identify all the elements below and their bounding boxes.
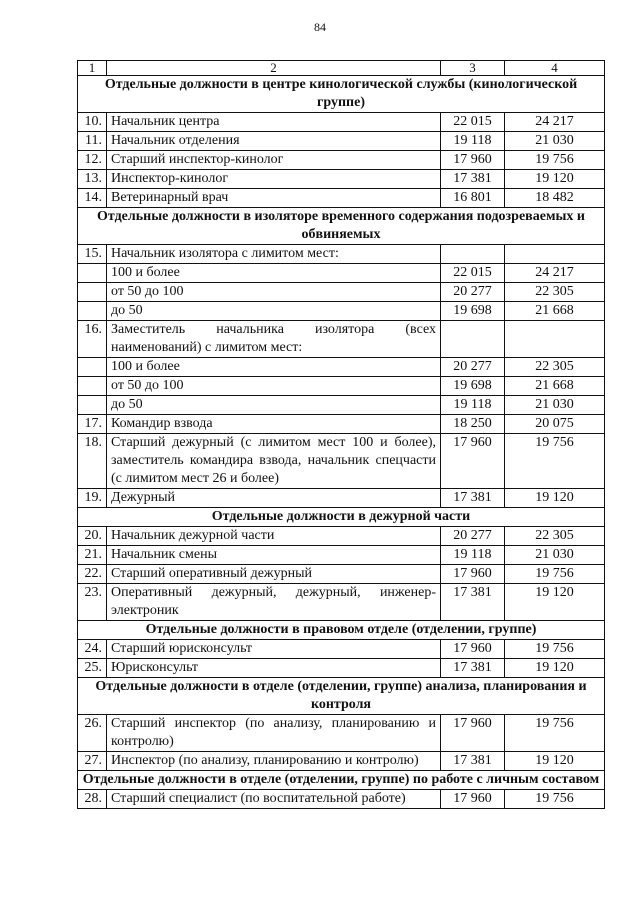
position-name: Начальник смены	[107, 546, 441, 565]
salary-value-1: 20 277	[441, 358, 505, 377]
row-number: 13.	[78, 170, 107, 189]
row-number: 22.	[78, 565, 107, 584]
table-row	[78, 640, 605, 659]
position-name: Начальник изолятора с лимитом мест:	[107, 245, 441, 264]
salary-value-2: 21 668	[505, 302, 605, 321]
salary-value-1: 17 960	[441, 434, 505, 489]
row-number	[78, 396, 107, 415]
position-name: Инспектор (по анализу, планированию и контролю)	[107, 752, 441, 771]
sub-row	[78, 396, 605, 415]
salary-value-1: 17 960	[441, 640, 505, 659]
salary-value-2: 19 756	[505, 151, 605, 170]
row-number: 12.	[78, 151, 107, 170]
section-title: Отдельные должности в отделе (отделении, группе) анализа, планирования и контроля	[78, 678, 605, 715]
salary-value-1: 17 960	[441, 715, 505, 752]
position-name: Ветеринарный врач	[107, 189, 441, 208]
table-row	[78, 715, 605, 752]
salary-value-1: 22 015	[441, 264, 505, 283]
position-name: Начальник центра	[107, 113, 441, 132]
row-number: 27.	[78, 752, 107, 771]
table-row	[78, 584, 605, 621]
row-number: 26.	[78, 715, 107, 752]
table-row	[78, 170, 605, 189]
row-number: 20.	[78, 527, 107, 546]
salary-value-2: 19 120	[505, 170, 605, 189]
row-number: 16.	[78, 321, 107, 358]
row-number: 11.	[78, 132, 107, 151]
row-number	[78, 377, 107, 396]
salary-value-1: 17 960	[441, 565, 505, 584]
sub-row	[78, 377, 605, 396]
salary-value-2: 21 030	[505, 396, 605, 415]
row-number: 21.	[78, 546, 107, 565]
salary-value-1: 20 277	[441, 527, 505, 546]
table-header-row	[78, 61, 605, 76]
row-number	[78, 283, 107, 302]
table-row	[78, 565, 605, 584]
position-name: Старший специалист (по воспитательной работе)	[107, 790, 441, 809]
row-number: 23.	[78, 584, 107, 621]
table-row	[78, 659, 605, 678]
salary-value-1: 19 118	[441, 396, 505, 415]
position-name: Дежурный	[107, 489, 441, 508]
sub-row	[78, 358, 605, 377]
salary-value-1: 16 801	[441, 189, 505, 208]
position-name: Юрисконсульт	[107, 659, 441, 678]
salary-value-1: 17 960	[441, 790, 505, 809]
salary-value-1: 17 381	[441, 659, 505, 678]
salary-value-2: 21 668	[505, 377, 605, 396]
salary-value-2: 22 305	[505, 527, 605, 546]
table-row	[78, 321, 605, 358]
sub-row	[78, 302, 605, 321]
salary-value-1: 17 381	[441, 752, 505, 771]
section-title: Отдельные должности в дежурной части	[78, 508, 605, 527]
salary-value-2: 19 120	[505, 659, 605, 678]
salary-value-2: 19 756	[505, 790, 605, 809]
table-row	[78, 151, 605, 170]
position-name: до 50	[107, 396, 441, 415]
section-header-row	[78, 621, 605, 640]
row-number: 15.	[78, 245, 107, 264]
salary-value-2: 24 217	[505, 113, 605, 132]
section-title: Отдельные должности в центре кинологической службы (кинологической группе)	[78, 76, 605, 113]
sub-row	[78, 283, 605, 302]
position-name: Начальник отделения	[107, 132, 441, 151]
salary-value-2: 24 217	[505, 264, 605, 283]
table-row	[78, 245, 605, 264]
position-name: от 50 до 100	[107, 377, 441, 396]
table-row	[78, 189, 605, 208]
position-name: Оперативный дежурный, дежурный, инженер-электроник	[107, 584, 441, 621]
row-number: 19.	[78, 489, 107, 508]
position-name: Старший юрисконсульт	[107, 640, 441, 659]
salary-value-2: 19 120	[505, 489, 605, 508]
salary-value-1: 17 960	[441, 151, 505, 170]
position-name: от 50 до 100	[107, 283, 441, 302]
table-row	[78, 752, 605, 771]
section-header-row	[78, 208, 605, 245]
row-number: 28.	[78, 790, 107, 809]
position-name: Старший инспектор (по анализу, планированию и контролю)	[107, 715, 441, 752]
salary-value-2: 22 305	[505, 358, 605, 377]
row-number	[78, 302, 107, 321]
row-number: 14.	[78, 189, 107, 208]
row-number	[78, 358, 107, 377]
salary-table	[77, 60, 605, 809]
position-name: до 50	[107, 302, 441, 321]
salary-table-body	[78, 61, 605, 809]
section-title: Отдельные должности в изоляторе временного содержания подозреваемых и обвиняемых	[78, 208, 605, 245]
salary-value-2: 18 482	[505, 189, 605, 208]
column-header-1: 1	[78, 61, 107, 76]
position-name: 100 и более	[107, 264, 441, 283]
column-header-3: 3	[441, 61, 505, 76]
salary-value-2	[505, 245, 605, 264]
row-number: 10.	[78, 113, 107, 132]
position-name: Старший дежурный (с лимитом мест 100 и более), заместитель командира взвода, начальник спецчасти (с лимитом мест 26 и более)	[107, 434, 441, 489]
section-header-row	[78, 508, 605, 527]
row-number: 18.	[78, 434, 107, 489]
table-row	[78, 489, 605, 508]
position-name: Старший инспектор-кинолог	[107, 151, 441, 170]
salary-value-1: 17 381	[441, 584, 505, 621]
page-number: 84	[314, 20, 326, 34]
salary-value-1: 17 381	[441, 489, 505, 508]
salary-value-2: 19 120	[505, 752, 605, 771]
table-row	[78, 527, 605, 546]
table-row	[78, 546, 605, 565]
position-name: Начальник дежурной части	[107, 527, 441, 546]
salary-value-2: 20 075	[505, 415, 605, 434]
salary-value-1: 19 698	[441, 302, 505, 321]
salary-value-1: 22 015	[441, 113, 505, 132]
position-name: Командир взвода	[107, 415, 441, 434]
table-row	[78, 415, 605, 434]
position-name: 100 и более	[107, 358, 441, 377]
salary-value-1: 18 250	[441, 415, 505, 434]
salary-value-1	[441, 245, 505, 264]
salary-value-2: 21 030	[505, 546, 605, 565]
column-header-4: 4	[505, 61, 605, 76]
sub-row	[78, 264, 605, 283]
salary-value-1: 19 118	[441, 132, 505, 151]
salary-value-2: 19 756	[505, 434, 605, 489]
section-header-row	[78, 771, 605, 790]
position-name: Старший оперативный дежурный	[107, 565, 441, 584]
salary-value-2	[505, 321, 605, 358]
position-name: Заместитель начальника изолятора (всех наименований) с лимитом мест:	[107, 321, 441, 358]
salary-value-1: 19 698	[441, 377, 505, 396]
table-row	[78, 113, 605, 132]
position-name: Инспектор-кинолог	[107, 170, 441, 189]
row-number: 24.	[78, 640, 107, 659]
salary-value-2: 22 305	[505, 283, 605, 302]
salary-value-2: 19 756	[505, 640, 605, 659]
table-row	[78, 132, 605, 151]
salary-value-2: 19 756	[505, 715, 605, 752]
salary-value-2: 19 120	[505, 584, 605, 621]
table-row	[78, 790, 605, 809]
salary-value-1	[441, 321, 505, 358]
salary-value-2: 21 030	[505, 132, 605, 151]
section-title: Отдельные должности в отделе (отделении, группе) по работе с личным составом	[78, 771, 605, 790]
row-number: 25.	[78, 659, 107, 678]
section-header-row	[78, 76, 605, 113]
row-number	[78, 264, 107, 283]
salary-value-1: 19 118	[441, 546, 505, 565]
section-title: Отдельные должности в правовом отделе (отделении, группе)	[78, 621, 605, 640]
table-row	[78, 434, 605, 489]
salary-value-1: 17 381	[441, 170, 505, 189]
column-header-2: 2	[107, 61, 441, 76]
salary-value-2: 19 756	[505, 565, 605, 584]
salary-value-1: 20 277	[441, 283, 505, 302]
row-number: 17.	[78, 415, 107, 434]
section-header-row	[78, 678, 605, 715]
